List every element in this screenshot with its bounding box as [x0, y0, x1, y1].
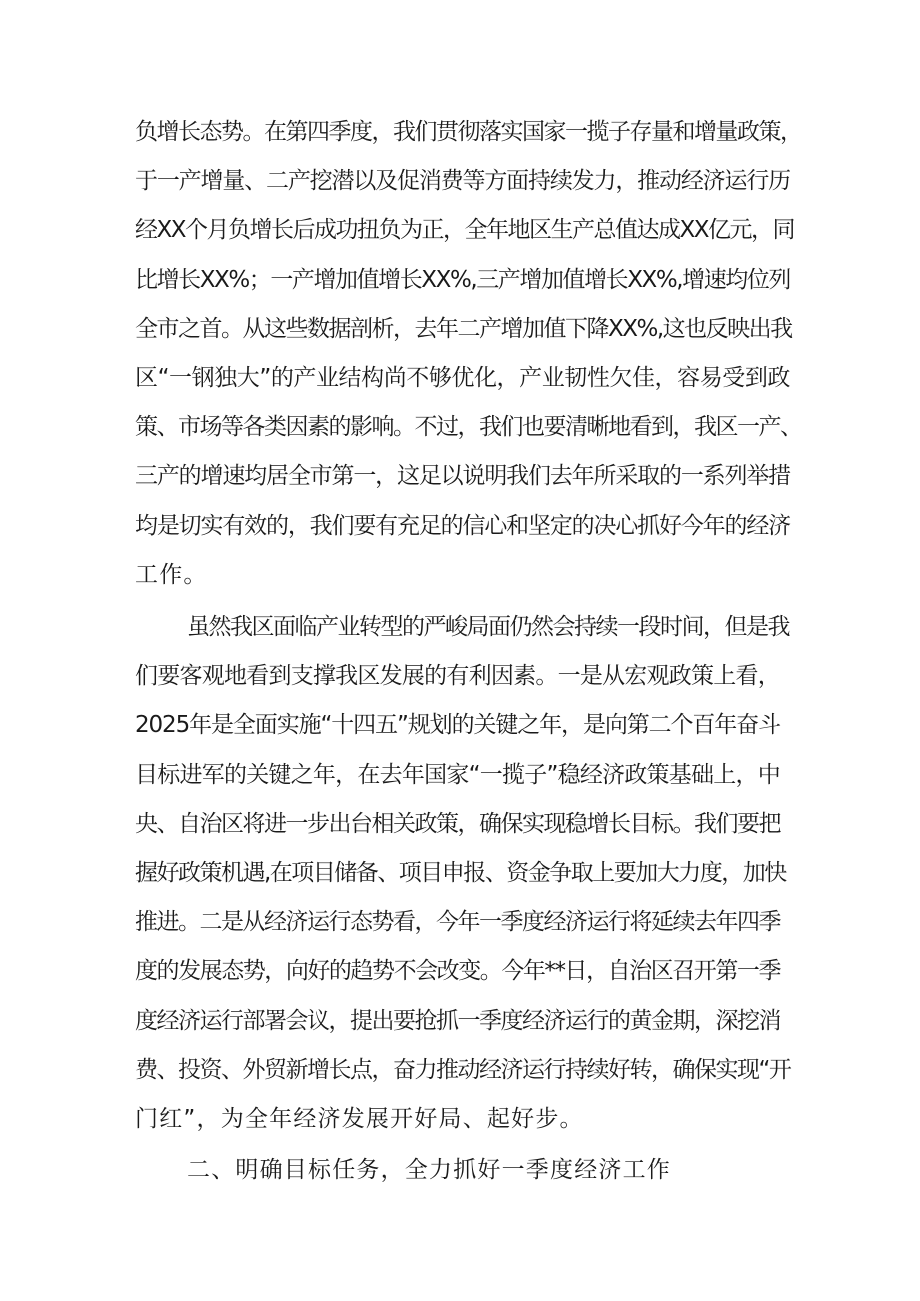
paragraph-line: 费、投资、外贸新增长点，奋力推动经济运行持续好转，确保实现“开 [135, 1056, 791, 1083]
section-heading-2: 二、明确目标任务，全力抓好一季度经济工作 [187, 1157, 671, 1183]
paragraph-line: 比增长XX%；一产增加值增长XX%,三产增加值增长XX%,增速均位列 [135, 266, 790, 293]
paragraph-line: 工作。 [135, 561, 208, 588]
paragraph-line: 们要客观地看到支撑我区发展的有利因素。一是从宏观政策上看， [135, 663, 781, 690]
paragraph-line: 虽然我区面临产业转型的严峻局面仍然会持续一段时间，但是我 [187, 614, 789, 640]
paragraph-line: 策、市场等各类因素的影响。不过，我们也要清晰地看到，我区一产、 [135, 414, 802, 441]
paragraph-line: 负增长态势。在第四季度，我们贯彻落实国家一揽子存量和增量政策， [135, 119, 802, 145]
paragraph-line: 区“一钢独大”的产业结构尚不够优化，产业韧性欠佳，容易受到政 [135, 365, 790, 391]
paragraph-line: 2025年是全面实施“十四五”规划的关键之年，是向第二个百年奋斗 [135, 712, 780, 739]
paragraph-line: 三产的增速均居全市第一，这足以说明我们去年所采取的一系列举措 [135, 463, 791, 490]
paragraph-line: 握好政策机遇,在项目储备、项目申报、资金争取上要加大力度，加快 [135, 860, 786, 886]
paragraph-line: 推进。二是从经济运行态势看，今年一季度经济运行将延续去年四季 [135, 909, 780, 936]
paragraph-line: 经XX个月负增长后成功扭负为正，全年地区生产总值达成XX亿元，同 [135, 217, 795, 244]
paragraph-line: 央、自治区将进一步出台相关政策，确保实现稳增长目标。我们要把 [135, 810, 780, 837]
paragraph-line: 度的发展态势，向好的趋势不会改变。今年**日，自治区召开第一季 [135, 958, 781, 985]
paragraph-line: 全市之首。从这些数据剖析，去年二产增加值下降XX%,这也反映出我 [135, 315, 792, 342]
paragraph-line: 于一产增量、二产挖潜以及促消费等方面持续发力，推动经济运行历 [135, 168, 791, 195]
paragraph-line: 门红”，为全年经济发展开好局、起好步。 [135, 1106, 584, 1132]
paragraph-line: 均是切实有效的，我们要有充足的信心和坚定的决心抓好今年的经济 [135, 512, 791, 539]
paragraph-line: 目标进军的关键之年，在去年国家“一揽子”稳经济政策基础上，中 [135, 761, 780, 788]
paragraph-line: 度经济运行部署会议，提出要抢抓一季度经济运行的黄金期，深挖消 [135, 1007, 780, 1034]
